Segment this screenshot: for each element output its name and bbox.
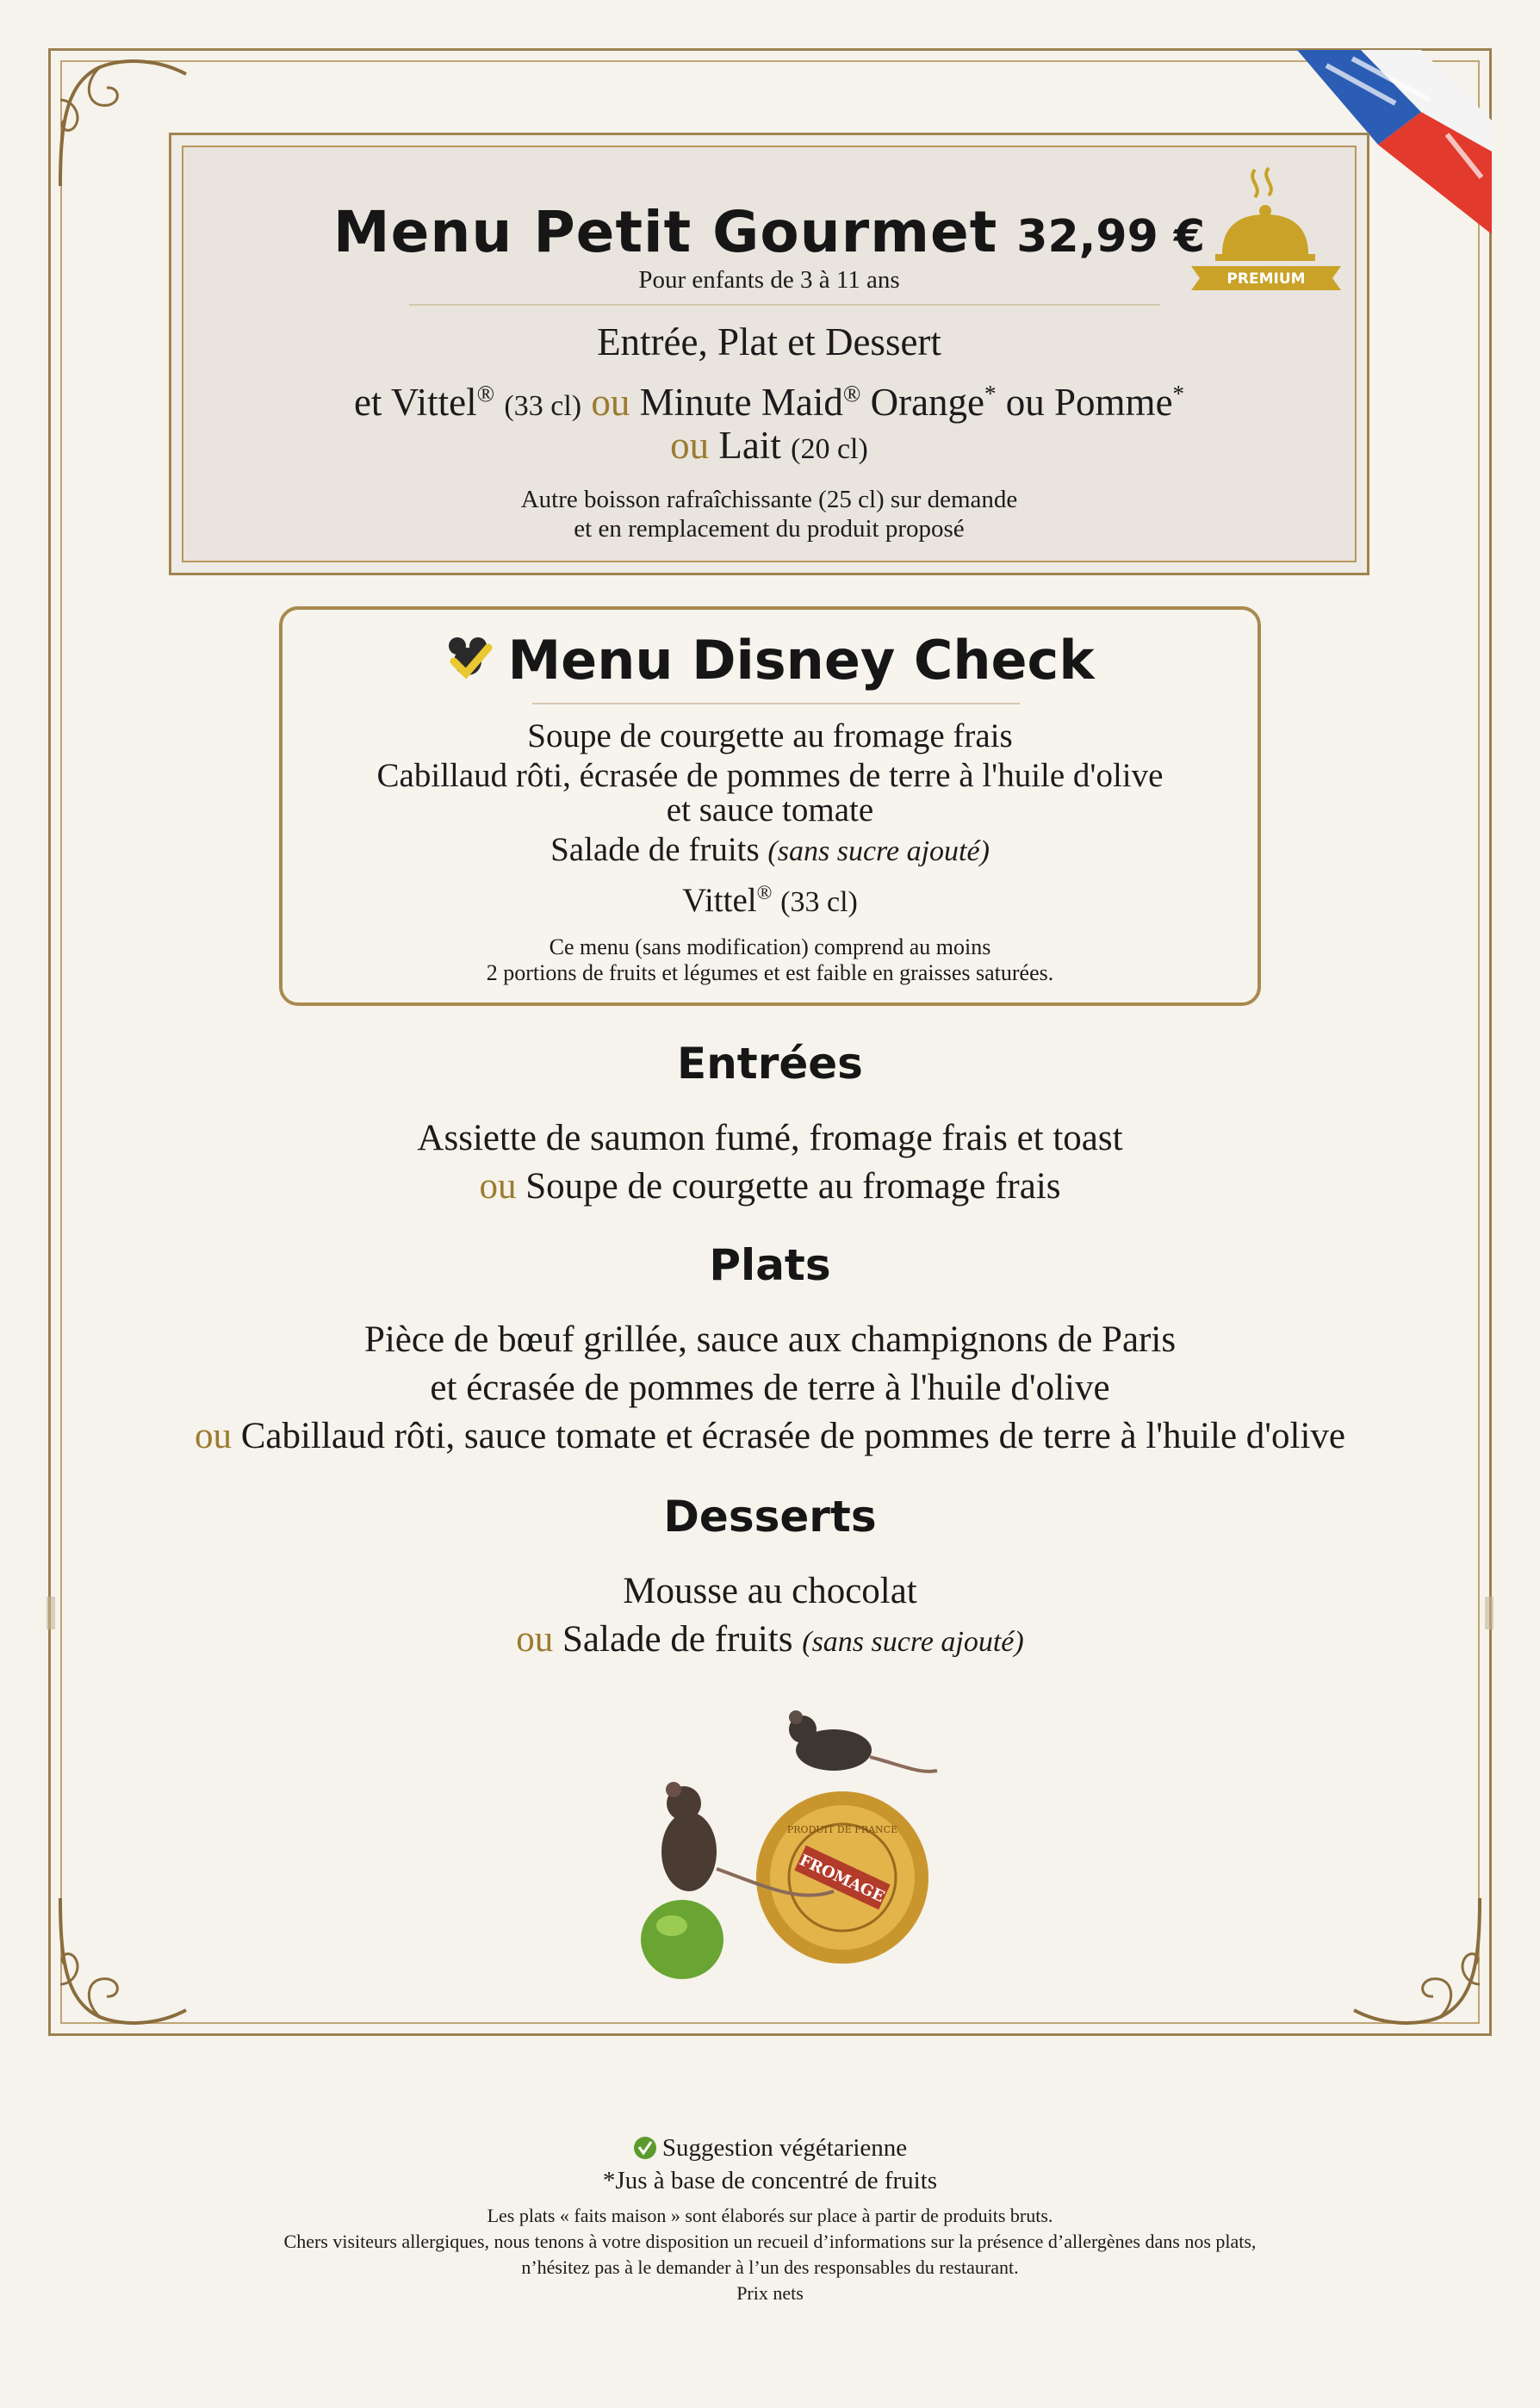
asterisk: * — [1172, 381, 1185, 407]
disney-check-title-row — [283, 629, 1257, 692]
drink-vittel-size: (33 cl) — [780, 886, 858, 918]
ou-connector: ou — [194, 1416, 232, 1456]
disney-check-divider — [532, 703, 1020, 704]
footer-allergens-1: Chers visiteurs allergiques, nous tenons à votre disposition un recueil d’informations sur la présence d’allergènes dans nos plats, — [283, 2231, 1257, 2252]
footer-jus-note: *Jus à base de concentré de fruits — [602, 2167, 938, 2194]
dessert-item: Mousse au chocolat — [623, 1571, 917, 1611]
dessert-item-alt — [0, 1616, 1540, 1666]
menu-disney-check-box — [279, 606, 1261, 1006]
dessert-salade: Salade de fruits — [562, 1619, 793, 1660]
asterisk: * — [984, 381, 997, 407]
ou-connector: ou — [479, 1166, 517, 1207]
footer-allergens-2: n’hésitez pas à le demander à l’un des responsables du restaurant. — [521, 2256, 1019, 2278]
disney-check-drink-line — [283, 873, 1257, 922]
footer-prix-nets: Prix nets — [736, 2282, 804, 2304]
disney-check-dessert-line — [283, 830, 1257, 872]
veg-label: Suggestion végétarienne — [661, 2134, 908, 2162]
menu-petit-gourmet-box — [169, 133, 1369, 575]
disney-check-item: Cabillaud rôti, écrasée de pommes de terre à l'huile d'olive — [376, 757, 1164, 794]
registered-mark: ® — [756, 882, 773, 904]
ou-connector: ou — [670, 424, 710, 467]
drink-vittel-size: (33 cl) — [504, 390, 582, 422]
cheese-label-top: PRODUIT DE FRANCE — [786, 1824, 898, 1835]
entree-item: Assiette de saumon fumé, fromage frais et toast — [417, 1118, 1123, 1158]
menu-title-row — [183, 199, 1355, 265]
registered-mark: ® — [476, 381, 495, 407]
drink-pomme: ou Pomme — [1005, 381, 1173, 424]
premium-badge-label: PREMIUM — [1226, 270, 1306, 288]
section-title-desserts: Desserts — [663, 1492, 877, 1542]
section-title-entrees: Entrées — [677, 1039, 863, 1089]
menu-formula: Entrée, Plat et Dessert — [597, 320, 941, 363]
drink-minute-maid: Minute Maid — [639, 381, 843, 424]
footer-fait-maison: Les plats « faits maison » sont élaborés sur place à partir de produits bruts. — [487, 2205, 1053, 2226]
dessert-note: (sans sucre ajouté) — [802, 1626, 1024, 1658]
ratatouille-rats-illustration — [627, 1697, 946, 1989]
title-divider — [409, 304, 1160, 306]
disney-check-title: Menu Disney Check — [507, 629, 1095, 692]
premium-cloche-icon — [1186, 164, 1346, 294]
ou-connector: ou — [516, 1619, 554, 1660]
drink-note-2: et en remplacement du produit proposé — [574, 515, 965, 543]
cheese-label: FROMAGE — [796, 1851, 888, 1907]
vegetarian-leaf-icon — [633, 2136, 657, 2160]
dessert-note: (sans sucre ajouté) — [767, 835, 990, 867]
disney-check-note-2: 2 portions de fruits et légumes et est faible en graisses saturées. — [486, 960, 1054, 985]
section-title-plats: Plats — [709, 1240, 831, 1290]
entree-item-alt — [0, 1163, 1540, 1211]
drink-vittel: et Vittel — [353, 381, 477, 424]
corner-ornament-bottom-left — [48, 1881, 203, 2036]
menu-age-range: Pour enfants de 3 à 11 ans — [638, 266, 900, 294]
drink-lait-size: (20 cl) — [791, 433, 868, 465]
menu-title: Menu Petit Gourmet — [332, 199, 998, 265]
plat-cabillaud: Cabillaud rôti, sauce tomate et écrasée de pommes de terre à l'huile d'olive — [240, 1416, 1346, 1456]
entree-soupe: Soupe de courgette au fromage frais — [525, 1166, 1061, 1207]
menu-milk-line — [183, 419, 1355, 475]
ou-connector: ou — [591, 381, 630, 424]
menu-price: 32,99 € — [1016, 211, 1206, 263]
menu-petit-gourmet-inner — [182, 146, 1357, 562]
plat-item: Pièce de bœuf grillée, sauce aux champignons de Paris — [363, 1319, 1177, 1360]
drink-note-1: Autre boisson rafraîchissante (25 cl) sur demande — [520, 486, 1018, 513]
drink-orange: Orange — [870, 381, 985, 424]
footer-veg-legend — [0, 2134, 1540, 2163]
plat-item-cont: et écrasée de pommes de terre à l'huile d'olive — [430, 1368, 1110, 1408]
disney-check-item: Soupe de courgette au fromage frais — [527, 717, 1013, 754]
disney-check-item: et sauce tomate — [666, 791, 874, 829]
dessert-salade: Salade de fruits — [550, 831, 760, 868]
disney-check-icon — [445, 636, 495, 686]
drink-vittel: Vittel — [682, 882, 757, 919]
corner-ornament-bottom-right — [1337, 1881, 1492, 2036]
plat-item-alt — [0, 1412, 1540, 1461]
disney-check-note-1: Ce menu (sans modification) comprend au moins — [549, 934, 991, 959]
registered-mark: ® — [842, 381, 861, 407]
drink-lait: Lait — [718, 424, 781, 467]
